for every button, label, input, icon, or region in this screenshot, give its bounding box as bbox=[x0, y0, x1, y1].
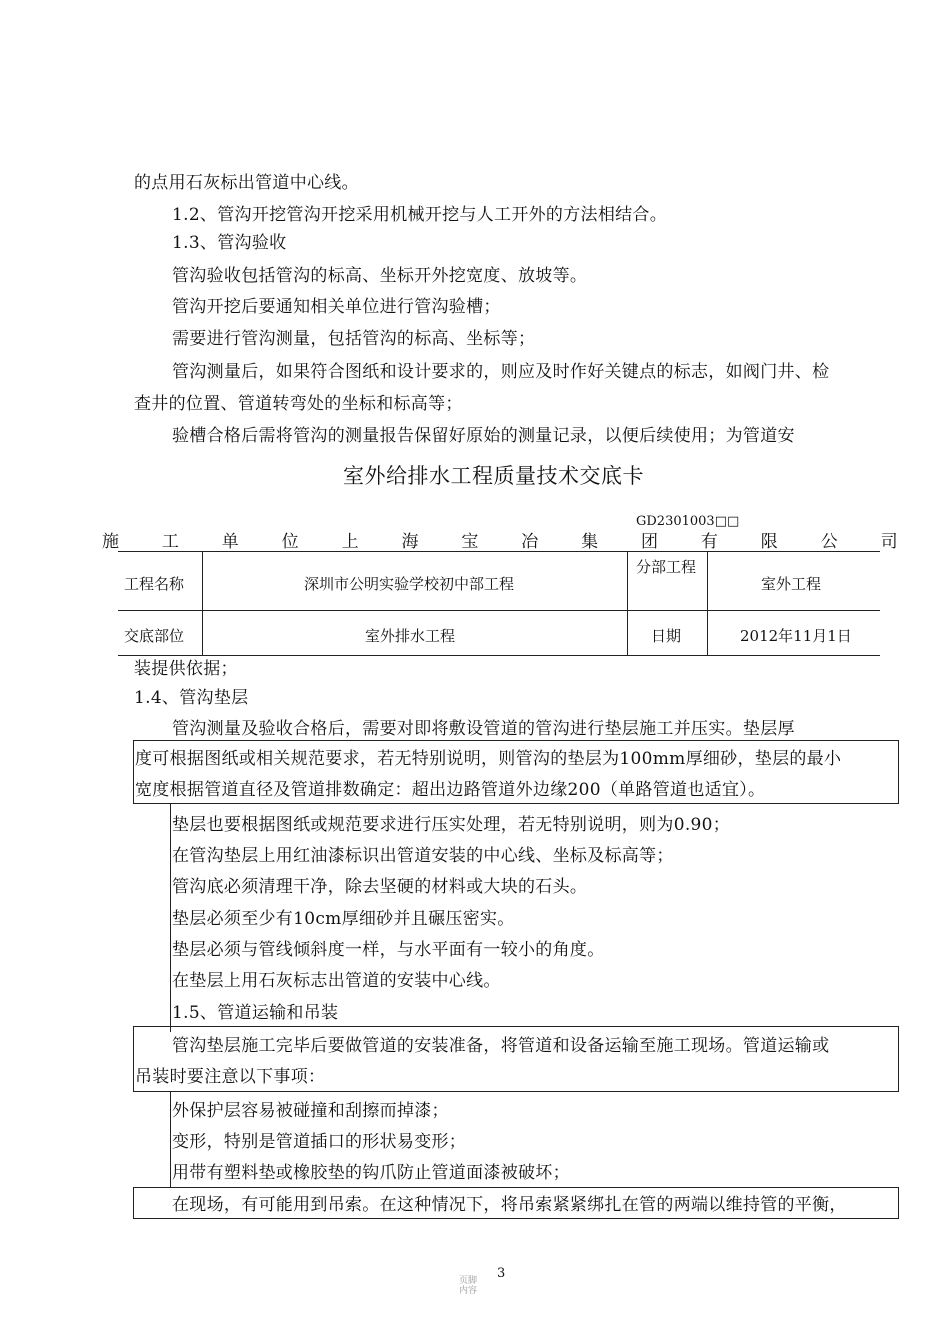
heading: 1.5、管道运输和吊装 bbox=[172, 1003, 339, 1023]
unit-char: 集 bbox=[581, 532, 599, 552]
table-rule bbox=[118, 610, 880, 611]
paragraph: 吊装时要注意以下事项： bbox=[135, 1067, 326, 1087]
sub-project-value: 室外工程 bbox=[761, 575, 822, 593]
footer-label-line: 内容 bbox=[458, 1286, 477, 1296]
handover-part-value: 室外排水工程 bbox=[365, 627, 456, 645]
unit-char: 限 bbox=[760, 532, 779, 552]
unit-char: 有 bbox=[700, 532, 719, 552]
unit-char: 冶 bbox=[521, 532, 539, 552]
list-item: 用带有塑料垫或橡胶垫的钩爪防止管道面漆被破坏； bbox=[172, 1163, 570, 1183]
paragraph: 度可根据图纸或相关规范要求，若无特别说明，则管沟的垫层为100mm厚细砂，垫层的最小 bbox=[135, 749, 842, 769]
paragraph: 管沟开挖后要通知相关单位进行管沟验槽； bbox=[172, 297, 501, 317]
sub-project-label: 分部工程 bbox=[636, 558, 697, 576]
unit-char: 海 bbox=[401, 532, 419, 552]
paragraph: 管沟测量及验收合格后，需要对即将敷设管道的管沟进行垫层施工并压实。垫层厚 bbox=[172, 719, 795, 739]
unit-char: 位 bbox=[281, 532, 299, 552]
heading: 1.3、管沟验收 bbox=[172, 233, 287, 253]
list-item: 垫层必须至少有10cm厚细砂并且碾压密实。 bbox=[172, 909, 515, 929]
table-rule bbox=[118, 551, 880, 552]
footer-label bbox=[456, 1276, 480, 1296]
text-frame bbox=[170, 1092, 171, 1187]
paragraph: 管沟验收包括管沟的标高、坐标开外挖宽度、放坡等。 bbox=[172, 266, 588, 286]
paragraph: 管沟垫层施工完毕后要做管道的安装准备，将管道和设备运输至施工现场。管道运输或 bbox=[172, 1036, 830, 1056]
paragraph: 管沟测量后，如果符合图纸和设计要求的，则应及时作好关键点的标志，如阀门井、检 bbox=[172, 362, 830, 382]
paragraph: 在现场，有可能用到吊索。在这种情况下，将吊索紧紧绑扎在管的两端以维持管的平衡， bbox=[172, 1195, 847, 1215]
document-code: GD2301003□□ bbox=[636, 514, 740, 529]
date-label: 日期 bbox=[651, 627, 682, 645]
list-item: 外保护层容易被碰撞和刮擦而掉漆； bbox=[172, 1101, 449, 1121]
table-rule bbox=[118, 655, 880, 656]
list-item: 垫层也要根据图纸或规范要求进行压实处理，若无特别说明，则为0.90； bbox=[172, 815, 731, 835]
table-rule bbox=[707, 551, 708, 655]
project-name-value: 深圳市公明实验学校初中部工程 bbox=[304, 575, 515, 593]
paragraph: 装提供依据； bbox=[134, 659, 238, 679]
date-value: 2012年11月1日 bbox=[740, 627, 852, 645]
heading: 1.4、管沟垫层 bbox=[134, 688, 249, 708]
paragraph: 的点用石灰标出管道中心线。 bbox=[134, 173, 359, 193]
unit-char: 团 bbox=[641, 532, 659, 552]
unit-char: 司 bbox=[880, 532, 898, 552]
table-rule bbox=[202, 551, 203, 655]
list-item: 管沟底必须清理干净，除去坚硬的材料或大块的石头。 bbox=[172, 877, 588, 897]
footer-label-line: 页脚 bbox=[458, 1276, 477, 1286]
unit-char: 上 bbox=[341, 532, 359, 552]
unit-char: 施 bbox=[102, 532, 120, 552]
list-item: 变形，特别是管道插口的形状易变形； bbox=[172, 1132, 467, 1152]
handover-part-label: 交底部位 bbox=[124, 627, 185, 645]
paragraph: 验槽合格后需将管沟的测量报告保留好原始的测量记录，以便后续使用；为管道安 bbox=[172, 426, 795, 446]
card-title: 室外给排水工程质量技术交底卡 bbox=[343, 464, 644, 488]
paragraph: 宽度根据管道直径及管道排数确定：超出边路管道外边缘200（单路管道也适宜）。 bbox=[135, 780, 766, 800]
unit-char: 宝 bbox=[461, 532, 479, 552]
paragraph: 1.2、管沟开挖管沟开挖采用机械开挖与人工开外的方法相结合。 bbox=[172, 205, 668, 225]
table-rule bbox=[627, 551, 628, 655]
text-frame bbox=[170, 804, 171, 1032]
unit-char: 公 bbox=[820, 532, 838, 552]
page-number: 3 bbox=[497, 1266, 506, 1281]
list-item: 垫层必须与管线倾斜度一样，与水平面有一较小的角度。 bbox=[172, 940, 605, 960]
list-item: 在管沟垫层上用红油漆标识出管道安装的中心线、坐标及标高等； bbox=[172, 846, 674, 866]
paragraph: 需要进行管沟测量，包括管沟的标高、坐标等； bbox=[172, 329, 536, 349]
unit-char: 工 bbox=[161, 532, 180, 552]
list-item: 在垫层上用石灰标志出管道的安装中心线。 bbox=[172, 971, 501, 991]
construction-unit bbox=[102, 532, 898, 552]
paragraph: 查井的位置、管道转弯处的坐标和标高等； bbox=[134, 394, 463, 414]
project-name-label: 工程名称 bbox=[124, 575, 185, 593]
unit-char: 单 bbox=[221, 532, 240, 552]
